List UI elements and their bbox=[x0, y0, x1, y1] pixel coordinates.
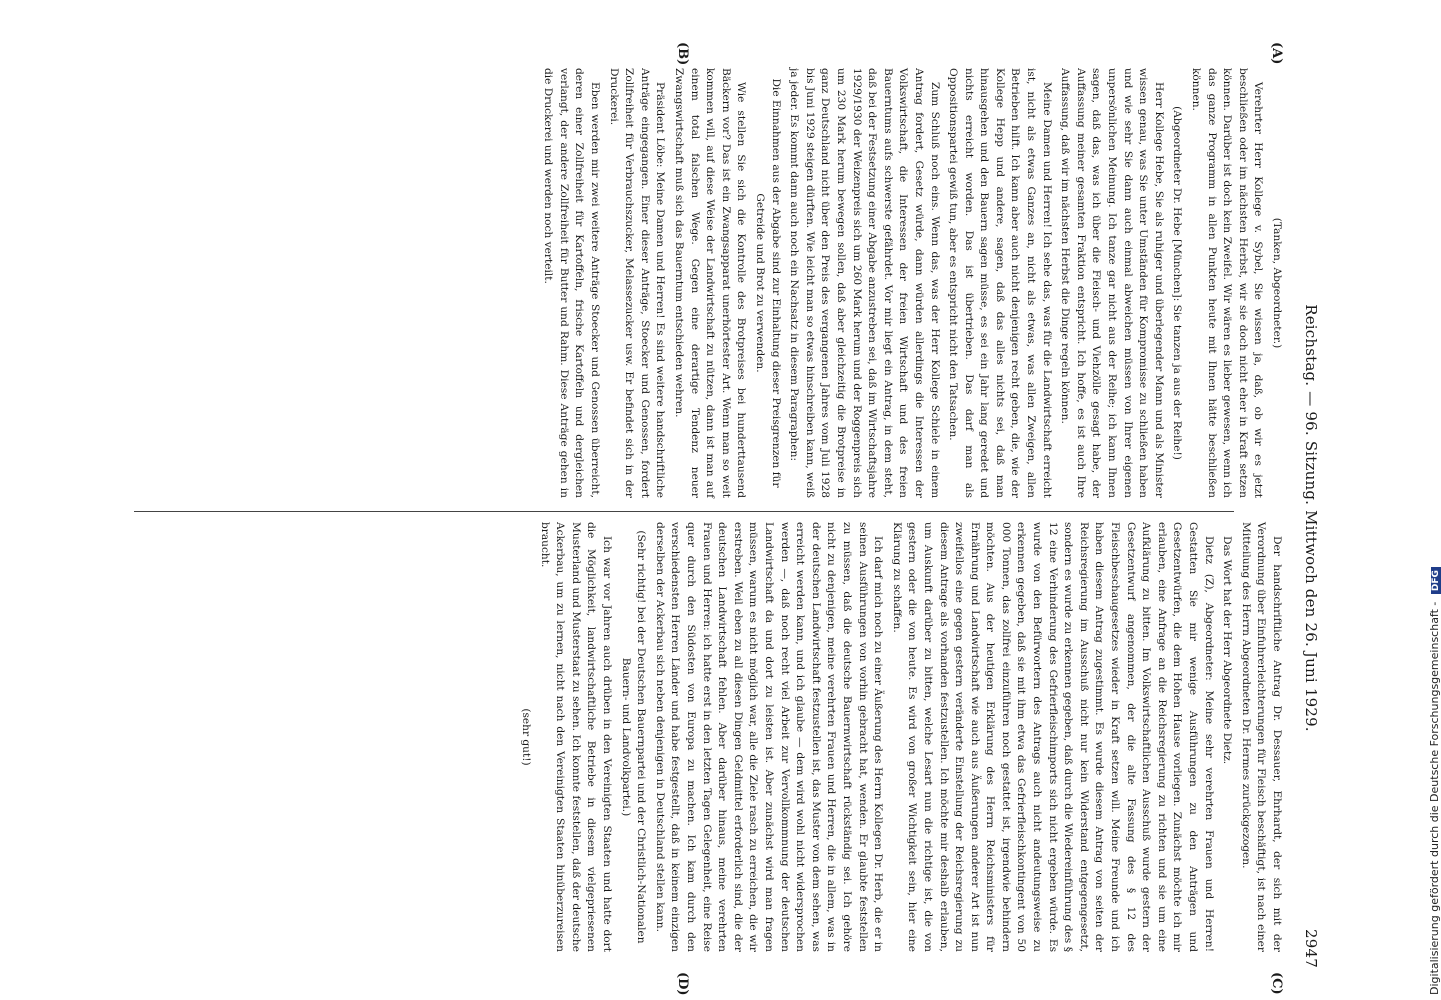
paragraph: Ich darf mich noch zu einer Äußerung des Herrn Kollegen Dr. Herb, die er in seinen Ausführungen von vorhin gebracht hat, wenden. Er glaubte feststellen zu müssen, daß die deutsche Bauernwirtschaft rückständig sei. Ich gehöre nicht zu denjenigen, meine verehrten Frauen und Herren, die in allem, was in der deutschen Landwirtschaft festzustellen ist, das Muster von dem sehen, was erreicht werden kann, und ich glaube — dem wird wohl nicht widersprochen werden —, daß noch recht viel Arbeit zur Vervollkommnung der deutschen Landwirtschaft da und dort zu leisten ist. Aber zunächst wird man fragen müssen, warum es nicht möglich war, alle die Ziele rasch zu erreichen, die wir erstreben. Weil eben zu all diesen Dingen Geldmittel erforderlich sind, die der deutschen Landwirtschaft fehlen. Aber darüber hinaus, meine verehrten Frauen und Herren: ich hatte erst in den letzten Tagen Gelegenheit, eine Reise quer durch den Südosten von Europa zu machen. Ich kam durch den verschiedensten Herren Länder und habe festgestellt, daß in keinem einzigen derselben der Ackerbau sich neben denjenigen in Deutschland stellen kann. bbox=[653, 522, 885, 952]
quoted-paragraph: Die Einnahmen aus der Abgabe sind zur Einhaltung dieser Preisgrenzen für Getreide und Brot zu verwenden. bbox=[754, 78, 782, 488]
margin-marker-b: (B) bbox=[675, 42, 690, 66]
margin-marker-c: (C) bbox=[1269, 972, 1284, 995]
margin-marker-a: (A) bbox=[1269, 42, 1284, 65]
paragraph: (Tanken, Abgeordneter.) bbox=[1271, 217, 1283, 349]
paragraph: Zum Schluß noch eins. Wenn das, was der Herr Kollege Schiele in einem Antrag fordert, Gesetz würde, dann würden allerdings die Interessen der Volkswirtschaft, die Interessen der freien Wirtschaft und des freien Bauerntums aufs schwerste gefährdet. Vor mir liegt ein Antrag, in dem steht, daß bei der Festsetzung einer Abgabe anzustreben sei, daß im Wirtschaftsjahre 1929/1930 der Weizenpreis sich um 260 Mark herum und der Roggenpreis sich um 230 Mark herum bewegen sollen, daß aber gleichzeitig die Brotpreise in ganz Deutschland nicht über den Preis des vergangenen Jahres vom Juli 1928 bis Juni 1929 steigen dürften. Wie leicht man so etwas hinschreiben kann, weiß ja jeder. Es kommt dann auch noch ein Nachsatz in diesem Paragraphen: bbox=[788, 68, 941, 498]
header-title: Reichstag. — 96. Sitzung. Mittwoch den 26. Juni 1929. bbox=[1302, 304, 1320, 732]
paragraph: Das Wort hat der Herr Abgeordnete Dietz. bbox=[1221, 536, 1234, 765]
paragraph: Präsident Löbe: Meine Damen und Herren! Es sind weitere handschriftliche Anträge eingegangen. Einer dieser Anträge, Stoecker und Genossen, fordert Zollfreiheit für Verbrauchszucker, Melassezucker usw. Er befindet sich in der Druckerei. bbox=[607, 68, 667, 498]
interjection: (Sehr richtig! bei der Deutschen Bauernpartei und der Christlich-Nationalen Bauern- und Landvolkpartei.) bbox=[619, 530, 648, 944]
page-header bbox=[1292, 68, 1326, 968]
paragraph: Ich war vor Jahren auch drüben in den Vereinigten Staaten und hatte dort die Möglichkeit, landwirtschaftliche Betriebe in diesem vielgepriesenen Musterland und Musterstaat zu sehen. Ich konnte feststellen, daß der deutsche Ackerbau, um zu lernen, nicht nach den Vereinigten Staaten hinüberzureisen braucht. bbox=[538, 522, 614, 952]
paragraph: Verehrter Herr Kollege v. Sybel, Sie wissen ja, daß, ob wir es jetzt beschließen oder im nächsten Herbst, wir sie doch nicht eher in Kraft setzen können. Darüber ist doch kein Zweifel. Wir wären es lieber gewesen, wenn ich das ganze Programm in allen Punkten heute mit Ihnen hätte beschließen können. bbox=[1190, 68, 1265, 498]
paragraph: Herr Kollege Hebe, Sie als ruhiger und überlegender Mann und als Minister wissen genau, was Sie unter Umständen für Kompromisse zu schließen haben und wie sehr Sie dann auch einmal abweichen müssen von Ihrer eigenen unpersönlichen Meinung. Ich tanze gar nicht aus der Reihe; ich kann Ihnen sagen, daß das, was ich über die Fleisch- und Viehzölle gesagt habe, der Auffassung meiner gesamten Fraktion entspricht. Ich hoffe, es ist auch Ihre Auffassung, daß wir im nächsten Herbst die Dinge regeln können. bbox=[1059, 68, 1165, 498]
left-column bbox=[134, 68, 1284, 498]
paragraph: Wie stellen Sie sich die Kontrolle des Brotpreises bei hunderttausend Bäckern vor? Das ist ein Zwangsapparat unerhörtester Art. Wenn man so weit kommen will, auf diese Weise der Landwirtschaft zu nützen, dann ist man auf einem total falschen Wege. Gegen eine derartige Tendenz neuer Zwangswirtschaft muß sich das Bauerntum entschieden wehren. bbox=[673, 68, 748, 498]
credit-text: Digitalisierung gefördert durch die Deutsche Forschungsgemeinschaft - bbox=[1428, 601, 1441, 995]
paragraph: Dietz (Z), Abgeordneter: Meine sehr verehrten Frauen und Herren! Gestatten Sie mir wenige Ausführungen zu den Anträgen und Gesetzentwürfen, die dem Hohen Hause vorliegen. Zunächst möchte ich mir erlauben, eine Anfrage an die Reichsregierung zu richten und sie um eine Aufklärung zu bitten. Im Volkswirtschaftlichen Ausschuß wurde gestern der Gesetzentwurf angenommen, der die alte Fassung des § 12 des Fleischbeschaugesetzes wieder in Kraft setzen will. Meine Freunde und ich haben diesem Antrag zugestimmt. Es wurde diesem Antrag von seiten der Reichsregierung im Ausschuß nicht nur kein Widerstand entgegengesetzt, sondern es wurde zu erkennen gegeben, daß durch die Wiedereinführung des § 12 eine Verhinderung des Gefrierfleischimports sich nicht ergeben würde. Es wurde von den Befürwortern des Antrags auch nicht andeutungsweise zu erkennen gegeben, daß sie mit ihm etwa das Gefrierfleischkontingent von 50 000 Tonnen, das zollfrei einzuführen noch gestattet ist, irgendwie behindern möchten. Aus der heutigen Erklärung des Herrn Reichsministers für Ernährung und Landwirtschaft wie auch aus Äußerungen anderer Art ist nun zweifellos eine gegen gestern veränderte Einstellung der Reichsregierung zu diesem Antrage als vorhanden festzustellen. Ich möchte mir deshalb erlauben, um Auskunft darüber zu bitten, welche Lesart nun die richtige ist, die von gestern oder die von heute. Es wird von großer Wichtigkeit sein, hier eine Klärung zu schaffen. bbox=[890, 522, 1215, 952]
interjection: (sehr gut!) bbox=[520, 708, 533, 766]
paragraph: Meine Damen und Herren! Ich sehe das, was für die Landwirtschaft erreicht ist, nicht als etwas Ganzes an, nicht als etwas, was allen Zweigen, allen Betrieben hilft. Ich kann aber auch nicht denjenigen recht geben, die, wie der Kollege Hepp und andere, sagen, daß das alles nichts sei, daß man hinausgehen und den Bauern sagen müsse, es sei ein Jahr lang geredet und nichts erreicht worden. Das ist übertrieben. Das darf man als Oppositionspartei gewiß tun, aber es entspricht nicht den Tatsachen. bbox=[947, 68, 1053, 498]
margin-marker-d: (D) bbox=[675, 972, 690, 996]
paragraph: (Abgeordneter Dr. Hebe [München]: Sie tanzen ja aus der Reihe!) bbox=[1171, 106, 1184, 460]
digitization-credit bbox=[1410, 0, 1441, 1000]
page-number: 2947 bbox=[1302, 929, 1320, 968]
column-divider bbox=[134, 511, 1234, 512]
paragraph: Der handschriftliche Antrag Dr. Dessauer, Ehrhardt, der sich mit der Verordnung über Einfuhrerleichterungen für Fleisch beschäftigt, ist nach einer Mitteilung des Herrn Abgeordneten Dr. Hermes zurückgezogen. bbox=[1239, 522, 1283, 952]
paragraph: Eben werden mir zwei weitere Anträge Stoecker und Genossen überreicht, deren einer Zollfreiheit für Kartoffeln, frische Kartoffeln und dergleichen verlangt, der andere Zollfreiheit für Butter und Rahm. Diese Anträge gehen in die Druckerei und werden noch verteilt. bbox=[542, 68, 602, 498]
dfg-logo: DFG bbox=[1431, 567, 1441, 594]
right-column bbox=[134, 522, 1284, 952]
